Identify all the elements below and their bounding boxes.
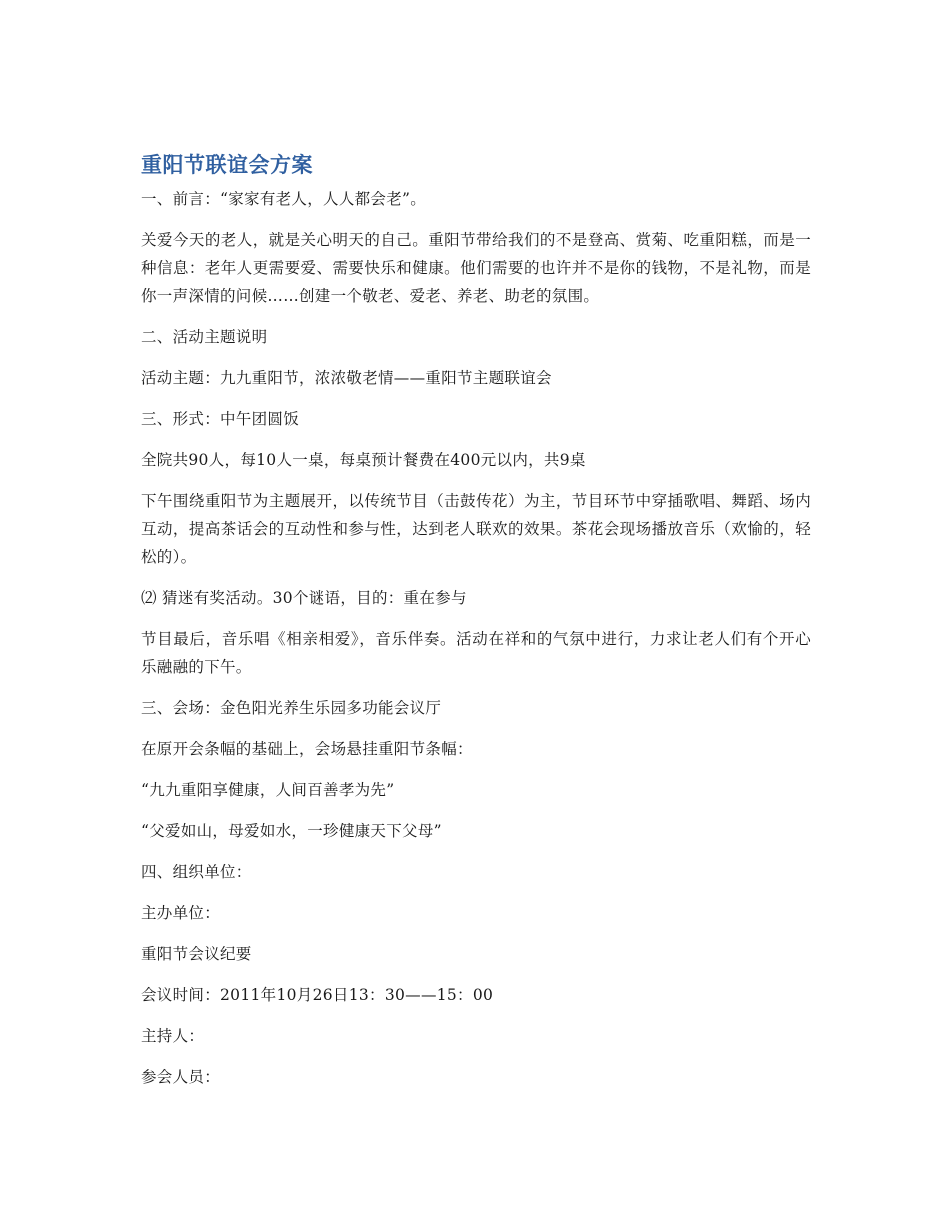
attendees: 参会人员： [141,1068,221,1086]
preface-body: 关爱今天的老人，就是关心明天的自己。重阳节带给我们的不是登高、赏菊、吃重阳糕，而是一种信息：老年人更需要爱、需要快乐和健康。他们需要的也许并不是你的钱物，不是礼物，而是你一声深情的问候……创建一个敬老、爱老、养老、助老的氛围。 [141,231,811,305]
document-page [141,150,811,1104]
format-heading: 三、形式：中午团圆饭 [141,410,300,428]
banner-slogan-2: “父爱如山，母爱如水，一珍健康天下父母” [141,822,442,840]
riddle-activity: ⑵ 猜迷有奖活动。30个谜语，目的：重在参与 [141,589,467,607]
dinner-details: 全院共90人，每10人一桌，每桌预计餐费在400元以内，共9桌 [141,451,586,469]
document-title: 重阳节联谊会方案 [141,153,313,177]
moderator: 主持人： [141,1027,205,1045]
host-unit: 主办单位： [141,904,221,922]
venue-heading: 三、会场：金色阳光养生乐园多功能会议厅 [141,699,442,717]
minutes-title: 重阳节会议纪要 [141,945,252,963]
preface-heading: 一、前言：“家家有老人，人人都会老”。 [141,190,427,208]
meeting-time: 会议时间：2011年10月26日13：30——15：00 [141,986,494,1004]
theme-heading: 二、活动主题说明 [141,328,268,346]
afternoon-program: 下午围绕重阳节为主题展开，以传统节目（击鼓传花）为主，节目环节中穿插歌唱、舞蹈、场内互动，提高茶话会的互动性和参与性，达到老人联欢的效果。茶花会现场播放音乐（欢愉的，轻松的）。 [141,492,811,566]
theme-body: 活动主题：九九重阳节，浓浓敬老情——重阳节主题联谊会 [141,369,552,387]
closing-program: 节目最后，音乐唱《相亲相爱》，音乐伴奏。活动在祥和的气氛中进行，力求让老人们有个开心乐融融的下午。 [141,630,811,676]
banner-slogan-1: “九九重阳享健康，人间百善孝为先” [141,781,395,799]
organizer-heading: 四、组织单位： [141,863,252,881]
banner-intro: 在原开会条幅的基础上，会场悬挂重阳节条幅： [141,740,473,758]
